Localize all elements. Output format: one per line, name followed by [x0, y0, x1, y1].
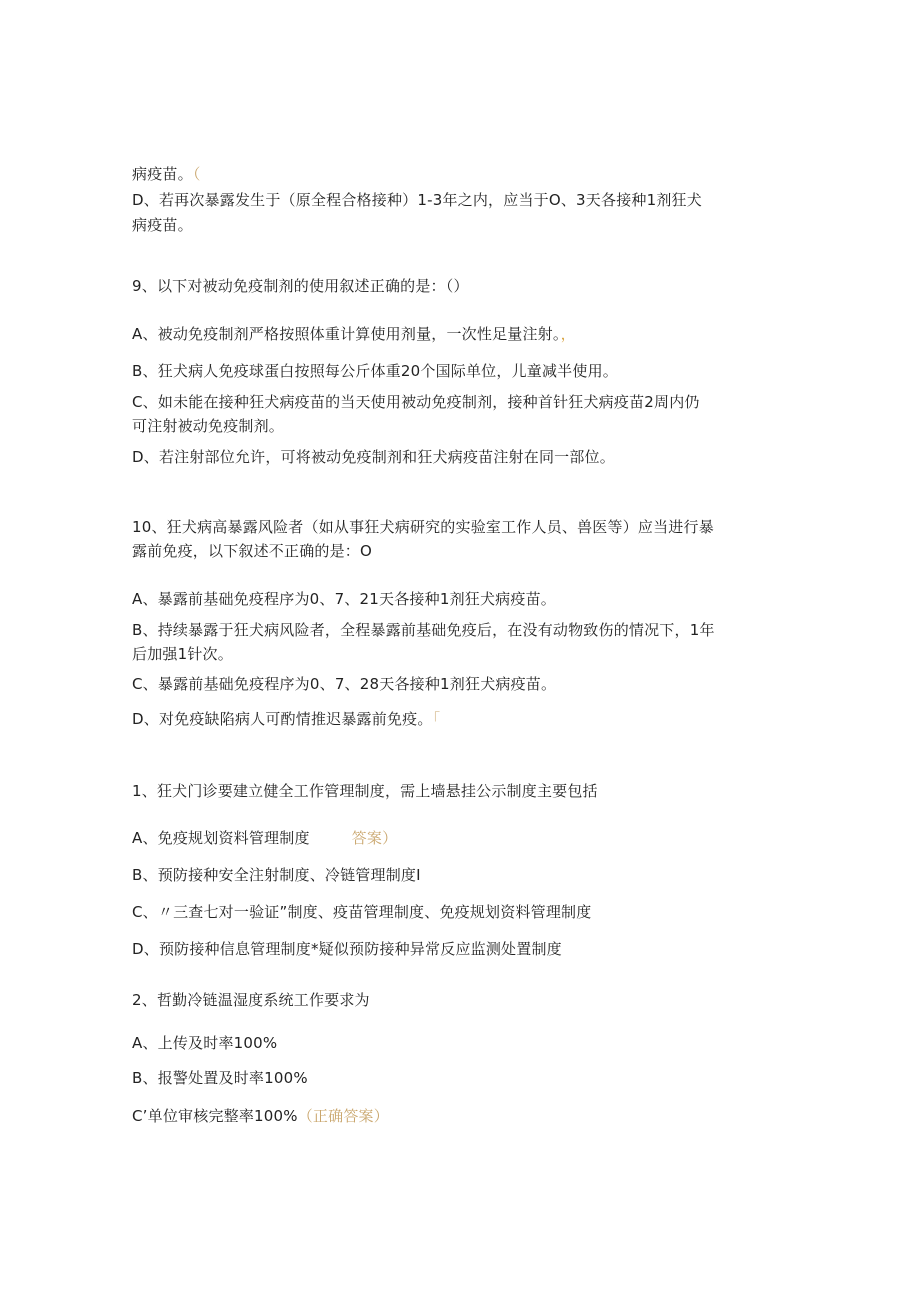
answer-mark: （ [192, 165, 201, 183]
option-a: A、被动免疫制剂严格按照体重计算使用剂量，一次性足量注射。， [132, 325, 576, 343]
option-c: C、如未能在接种狂犬病疫苗的当天使用被动免疫制剂，接种首针狂犬病疫苗2周内仍 [132, 393, 700, 411]
option-a: A、暴露前基础免疫程序为0、7、21天各接种1剂狂犬病疫苗。 [132, 590, 556, 608]
text-line: 病疫苗。 [132, 216, 193, 234]
text-line: 病疫苗。（ [132, 165, 201, 183]
option-d: D、若再次暴露发生于（原全程合格接种）1-3年之内，应当于O、3天各接种1剂狂犬 [132, 191, 702, 209]
question-1: 1、狂犬门诊要建立健全工作管理制度，需上墙悬挂公示制度主要包括 [132, 782, 598, 800]
text-line: 可注射被动免疫制剂。 [132, 417, 285, 435]
question-9: 9、以下对被动免疫制剂的使用叙述正确的是：（） [132, 277, 469, 295]
option-d: D、预防接种信息管理制度*疑似预防接种异常反应监测处置制度 [132, 940, 562, 958]
answer-mark: ， [560, 325, 576, 343]
option-b: B、报警处置及时率100% [132, 1069, 308, 1087]
question-2: 2、哲勤冷链温湿度系统工作要求为 [132, 991, 370, 1009]
text-line: 后加强1针次。 [132, 645, 233, 663]
option-c: C、〃三查七对一验证”制度、疫苗管理制度、免疫规划资料管理制度 [132, 903, 592, 921]
question-10: 10、狂犬病高暴露风险者（如从事狂犬病研究的实验室工作人员、兽医等）应当进行暴 [132, 518, 714, 536]
option-c: C’单位审核完整率100%（正确答案） [132, 1107, 389, 1125]
option-b: B、预防接种安全注射制度、冷链管理制度I [132, 866, 421, 884]
option-a: A、上传及时率100% [132, 1034, 278, 1052]
option-c: C、暴露前基础免疫程序为0、7、28天各接种1剂狂犬病疫苗。 [132, 675, 557, 693]
answer-mark: 答案） [351, 829, 398, 847]
option-d: D、对免疫缺陷病人可酌情推迟暴露前免疫。「 [132, 710, 441, 728]
option-b: B、狂犬病人免疫球蛋白按照每公斤体重20个国际单位，儿童减半使用。 [132, 362, 618, 380]
option-d: D、若注射部位允许，可将被动免疫制剂和狂犬病疫苗注射在同一部位。 [132, 448, 615, 466]
correct-answer-mark: （正确答案） [297, 1107, 389, 1125]
option-b: B、持续暴露于狂犬病风险者，全程暴露前基础免疫后，在没有动物致伤的情况下，1年 [132, 621, 715, 639]
text-line: 露前免疫，以下叙述不正确的是：O [132, 542, 373, 560]
option-a: A、免疫规划资料管理制度 答案） [132, 829, 398, 847]
answer-mark: 「 [432, 710, 441, 728]
